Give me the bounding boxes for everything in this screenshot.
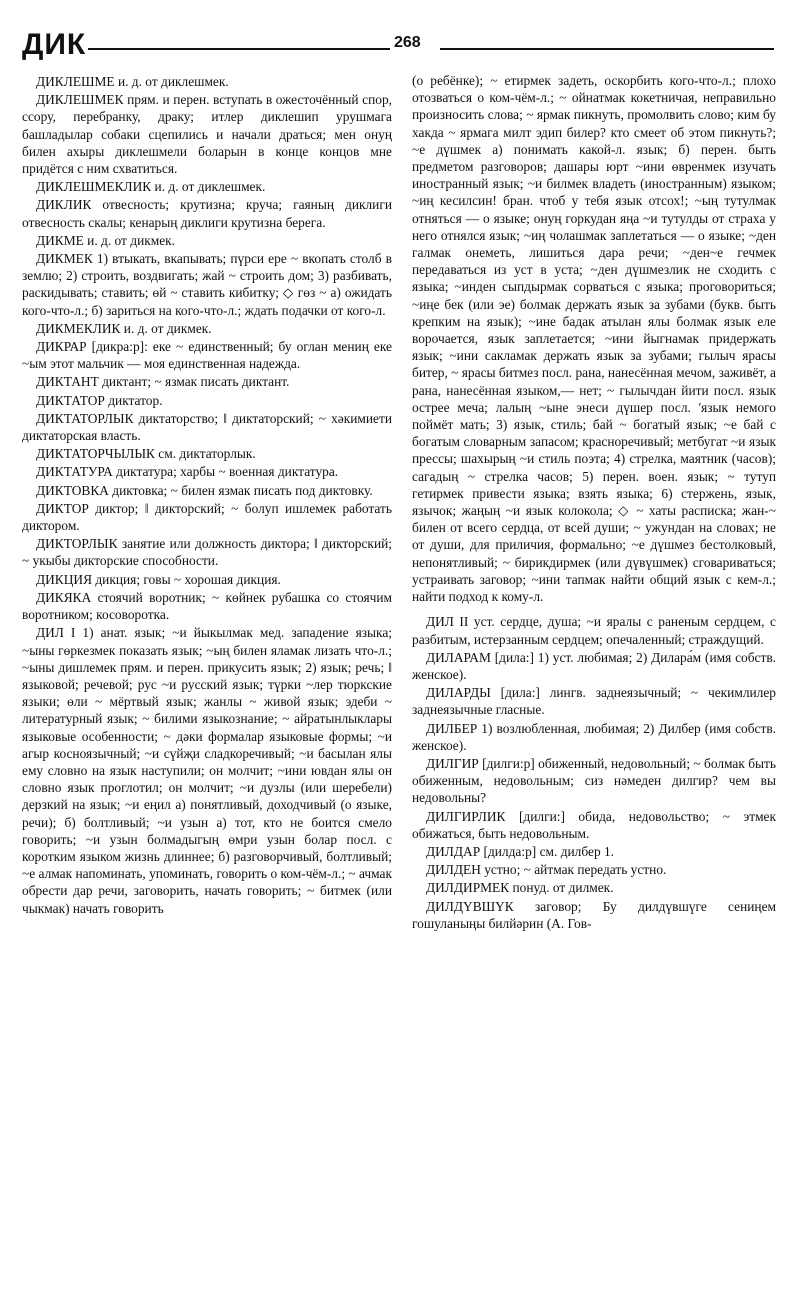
dictionary-entry: ДИЛБЕР 1) возлюбленная, любимая; 2) Дилбер (имя собств. женское). [412, 720, 776, 753]
dictionary-entry: ДИКТАТУРА диктатура; харбы ~ военная диктатура. [36, 464, 339, 480]
dictionary-entry: ДИЛ II уст. сердце, душа; ~и яралы с раненым сердцем, с разбитым, истерзанным сердцем; опечаленный; страждущий. [412, 614, 776, 647]
dictionary-entry: ДИКТАНТ диктант; ~ язмак писать диктант. [36, 374, 290, 390]
dictionary-entry: ДИКМЕК 1) втыкать, вкапывать; пүрси ере ~ вкопать столб в землю; 2) строить, воздвигать; жай ~ строить дом; 3) разбивать, раскидывать; ставить; өй ~ ставить кибитку; ◇ гөз ~ а) ожидать кого-что-л.; б) зариться на кого-что-л.; ждать подачки от кого-л. [22, 251, 392, 318]
running-headword: ДИК [22, 28, 87, 61]
dictionary-entry: ДИЛГИРЛИК [дилги:] обида, недовольство; ~ этмек обижаться, быть недовольным. [412, 808, 776, 841]
dictionary-entry: ДИКМЕ и. д. от дикмек. [36, 232, 176, 248]
dictionary-entry: ДИЛАРДЫ [дила:] лингв. заднеязычный; ~ чекимлилер заднеязычные гласные. [412, 685, 776, 718]
dictionary-entry-continued: (о ребёнке); ~ етирмек задеть, оскорбить кого-что-л.; плохо отозваться о ком-чём-л.; ~ ойнатмак кокетничая, неправильно произносить слова; ~ ярмак пикнуть, промолвить слово; ким бу хакда ~ ярмага милт эдип билер? кто смеет об этом пикнуть?; ~е дүшмек а) понимать какой-л. язык; б) перен. быть предметом разговоров; дашары юрт ~ини өвренмек изучать иностранный язык; ~и билмек владеть (иностранным) языком; ~иң кесилсин! бран. чтоб у тебя язык отсох!; ~ың тутулмак отняться — о языке; онуң горкудан яңа ~и тутулды от страха у него отнялся язык; ~иң чолашмак заплетаться — о языке; ~ден галмак онеметь, лишиться дара речи; ~ден~е гечмек передаваться из уст в уста; ~ден дүшмезлик не сходить с языка; ~инден сыпдырмак сорваться с языка; проговориться; ~иңе бек (или эе) болмак держать язык за зубами (букв. быть крепким на язык); ~ине бадак атылан ялы болмак язык еле ворочается, язык заплетается; ~ини йыгнамак придержать язык; ~ини сакламак держать язык за зубами; гылыч ярасы битер, ~ ярасы битмез посл. рана, нанесённая мечом, заживёт, а рана, нанесённая языком,— нет; ~ гылычдан йити посл. язык острее меча; лалың ~ыне энеси дүшер посл. 'язык немого поймёт мать; 3) язык, стиль; бай ~ богатый язык; ~е бай с богатым словарным запасом; красноречивый; метбугат ~и язык прессы; шахырың ~и стиль поэта; 4) стрелка, маятник (часов); сагадың ~ стрелка часов; 5) перен. воен. язык; ~ тутуп гетирмек привести языка; взять языка; 6) стержень, язык, язычок; жаңың ~и язык колокола; ◇ ~ хаты расписка; жан-~ билен от всего сердца, от всей души; ~ ужундан на словах; не от души, для приличия, формально; ~е дүшмез бестолковый, непонятливый; ~ бирикдирмек (или дүвүшмек) сговариваться; устраивать заговор; ~ини тапмак найти общий язык с кем-л.; найти подход к кому-л. [412, 73, 776, 605]
page-header [0, 22, 792, 68]
dictionary-entry: ДИКЛЕШМЕК прям. и перен. вступать в ожесточённый спор, ссору, перебранку, драку; итлер диклешип урушмага башладылар собаки сцепились и начали драться; мен онуң билен ахыры диклешмели боларын в конце концов мне придётся с ним схватиться. [22, 92, 392, 177]
dictionary-entry: ДИКТАТОР диктатор. [36, 392, 163, 408]
right-column [412, 72, 776, 932]
dictionary-entry: ДИЛДҮВШҮК заговор; Бу дилдүвшүге сениңем гошуланыңы билйәрин (А. Гов- [412, 898, 776, 931]
left-column [22, 72, 392, 917]
dictionary-entry: ДИКТОРЛЫК занятие или должность диктора; ‖ дикторский; ~ укыбы дикторские способности. [22, 536, 392, 569]
dictionary-entry: ДИЛДИРМЕК понуд. от дилмек. [426, 880, 614, 896]
header-rule-right [440, 48, 774, 50]
dictionary-entry: ДИКТАТОРЛЫК диктаторство; ‖ диктаторский; ~ хәкимиети диктаторская власть. [22, 410, 392, 444]
dictionary-entry: ДИЛАРАМ [дила:] 1) уст. любимая; 2) Дилара́м (имя собств. женское). [412, 649, 776, 682]
dictionary-entry: ДИКЯКА стоячий воротник; ~ көйнек рубашка со стоячим воротником; косоворотка. [22, 589, 392, 623]
dictionary-entry: ДИКТОР диктор; ‖ дикторский; ~ болуп ишлемек работать диктором. [22, 500, 392, 534]
page-number: 268 [394, 34, 421, 51]
dictionary-entry: ДИКЛЕШМЕ и. д. от диклешмек. [36, 74, 229, 89]
dictionary-entry: ДИКЦИЯ дикция; говы ~ хорошая дикция. [36, 571, 281, 587]
dictionary-entry: ДИКТОВКА диктовка; ~ билен язмак писать под диктовку. [36, 482, 373, 498]
dictionary-entry: ДИКТАТОРЧЫЛЫК см. диктаторлык. [36, 446, 256, 462]
dictionary-entry: ДИКРАР [дикра:р]: еке ~ единственный; бу оглан мениң еке ~ым этот мальчик — моя единственная надежда. [22, 339, 392, 372]
header-rule-left [88, 48, 390, 50]
dictionary-entry: ДИЛ I 1) анат. язык; ~и йыкылмак мед. западение языка; ~ыны гөркезмек показать язык; ~ың билен яламак лизать что-л.; ~ыны дишлемек прям. и перен. прикусить язык; 2) язык; речь; ‖ языковой; речевой; рус ~и русский язык; түрки ~лер тюркские языки; өли ~ мёртвый язык; жанлы ~ живой язык; эдеби ~ литературный язык; ~ билими языкознание; ~ айратынлыклары языковые особенности; ~ дәки формалар языковые формы; ~и агыр косноязычный; ~и сүйҗи сладкоречивый; ~и басылан ялы ему словно на язык наступили; он молчит; ~ини ювдан ялы он словно язык проглотил; он молчит; ~и дузлы (или шеребели) дерзкий на язык; ~и еңил а) понятливый, доходчивый (о языке, речи); б) болтливый; ~и узын а) тот, кто не боится смело говорить; ~и узын болмадыгың өмри узын болар посл. с коротким языком жизнь длиннее; б) разговорчивый, болтливый; ~е алмак напоминать, упоминать, говорить о ком-чём-л.; ~ ачмак обрести дар речи, заговорить, начать говорить; ~ битмек (или чыкмак) начать говорить [22, 625, 392, 916]
dictionary-entry: ДИКЛИК отвесность; крутизна; круча; гаяның диклиги отвесность скалы; кенарың диклиги крутизна берега. [22, 197, 392, 230]
dictionary-entry: ДИКМЕКЛИК и. д. от дикмек. [36, 320, 212, 336]
dictionary-entry: ДИЛГИР [дилги:р] обиженный, недовольный; ~ болмак быть обиженным, недовольным; сиз нәмеден дилгир? чем вы недовольны? [412, 755, 776, 806]
dictionary-entry: ДИЛДЕН устно; ~ айтмак передать устно. [426, 862, 667, 878]
dictionary-entry: ДИЛДАР [дилда:р] см. дилбер 1. [426, 843, 615, 859]
dictionary-entry: ДИКЛЕШМЕКЛИК и. д. от диклешмек. [36, 179, 266, 195]
